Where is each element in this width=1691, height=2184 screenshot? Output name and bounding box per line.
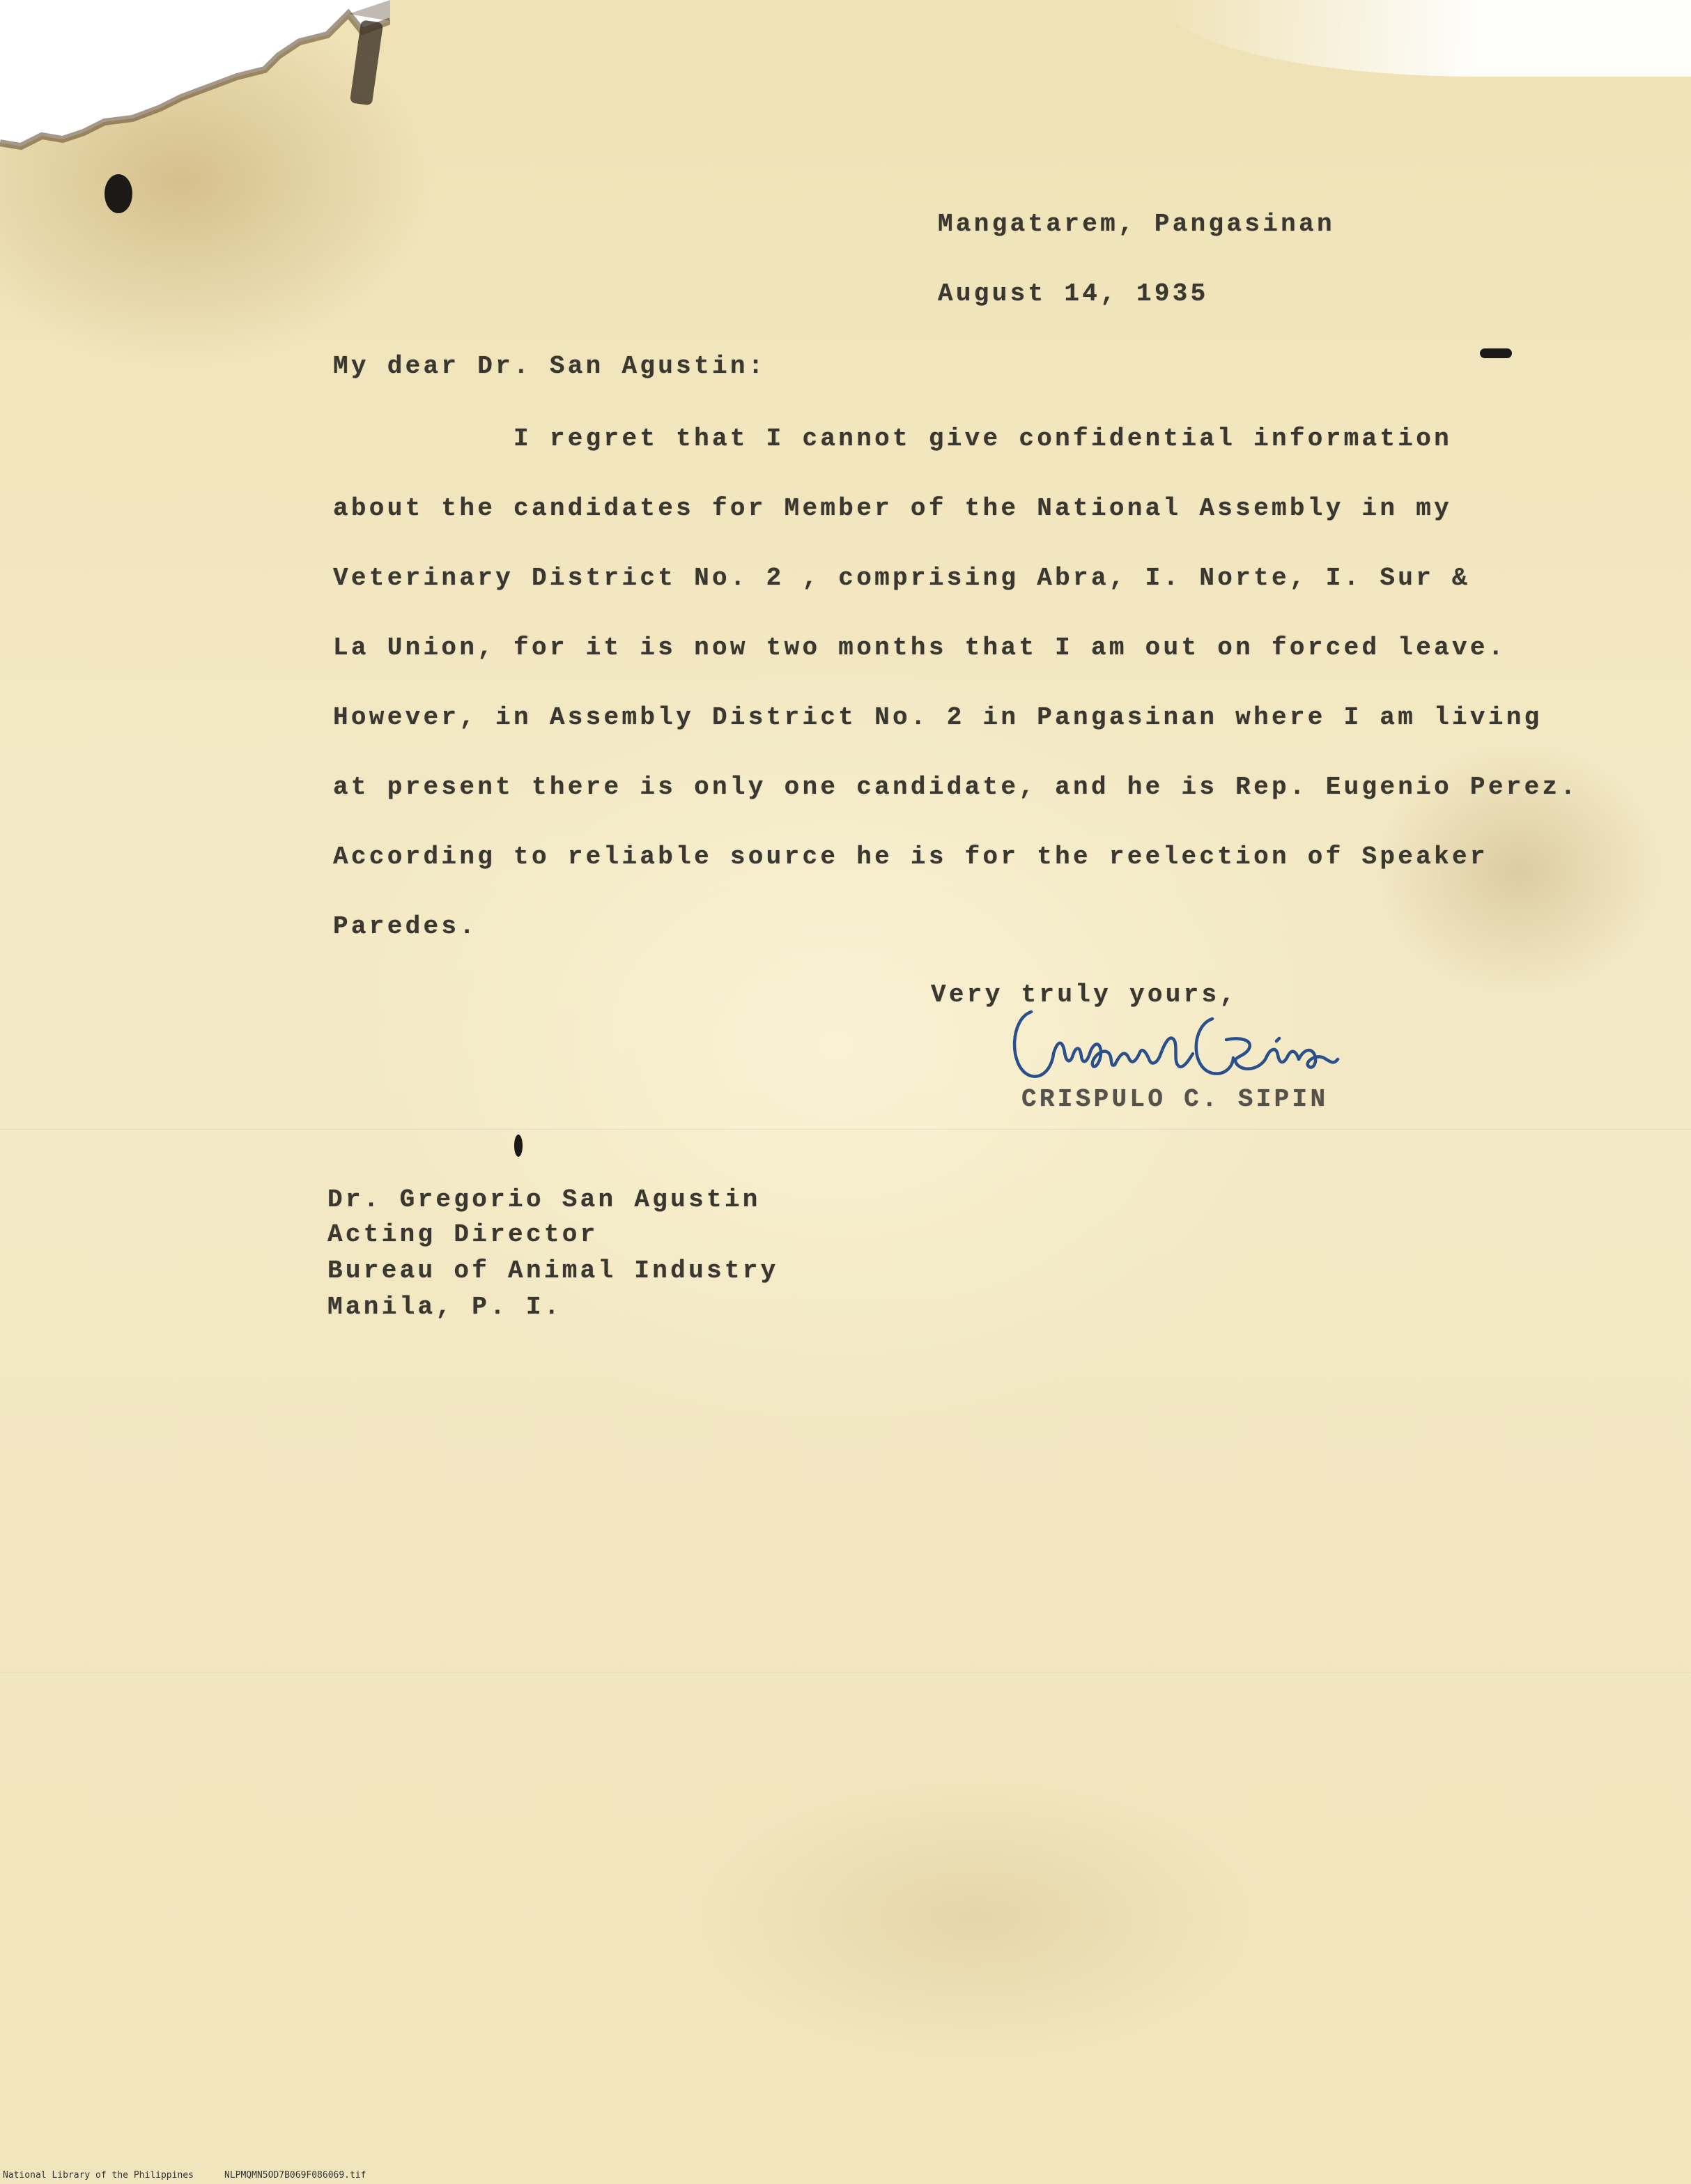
ink-blot [105,174,132,213]
paper-edge-highlight [1161,0,1691,77]
signer-typed-name: CRISPULO C. SIPIN [1021,1085,1329,1114]
ink-mark [514,1135,523,1157]
scan-file-name: NLPMQMN5OD7B069F086069.tif [224,2170,366,2181]
body-line: I regret that I cannot give confidential information [333,424,1453,453]
fold-crease [0,1672,1691,1675]
recipient-address-line: Manila, P. I. [327,1293,562,1321]
body-line: However, in Assembly District No. 2 in Pangasinan where I am living [333,703,1543,732]
letter-closing: Very truly yours, [931,981,1238,1009]
library-credit: National Library of the Philippines [3,2170,194,2181]
recipient-address-line: Bureau of Animal Industry [327,1256,779,1285]
body-line: at present there is only one candidate, and he is Rep. Eugenio Perez. [333,773,1579,801]
body-line: La Union, for it is now two months that I am out on forced leave. [333,633,1506,662]
letter-date: August 14, 1935 [938,279,1209,308]
body-line: Paredes. [333,912,478,941]
letter-place: Mangatarem, Pangasinan [938,210,1335,238]
recipient-address-line: Acting Director [327,1220,599,1249]
recipient-address-line: Dr. Gregorio San Agustin [327,1185,761,1214]
body-line: According to reliable source he is for the reelection of Speaker [333,843,1488,871]
body-line: about the candidates for Member of the National Assembly in my [333,494,1453,523]
torn-paper-corner [0,0,390,167]
ink-mark [1480,348,1512,358]
fold-crease [0,1129,1691,1131]
letter-salutation: My dear Dr. San Agustin: [333,352,766,380]
body-line: Veterinary District No. 2 , comprising Abra, I. Norte, I. Sur & [333,564,1470,592]
